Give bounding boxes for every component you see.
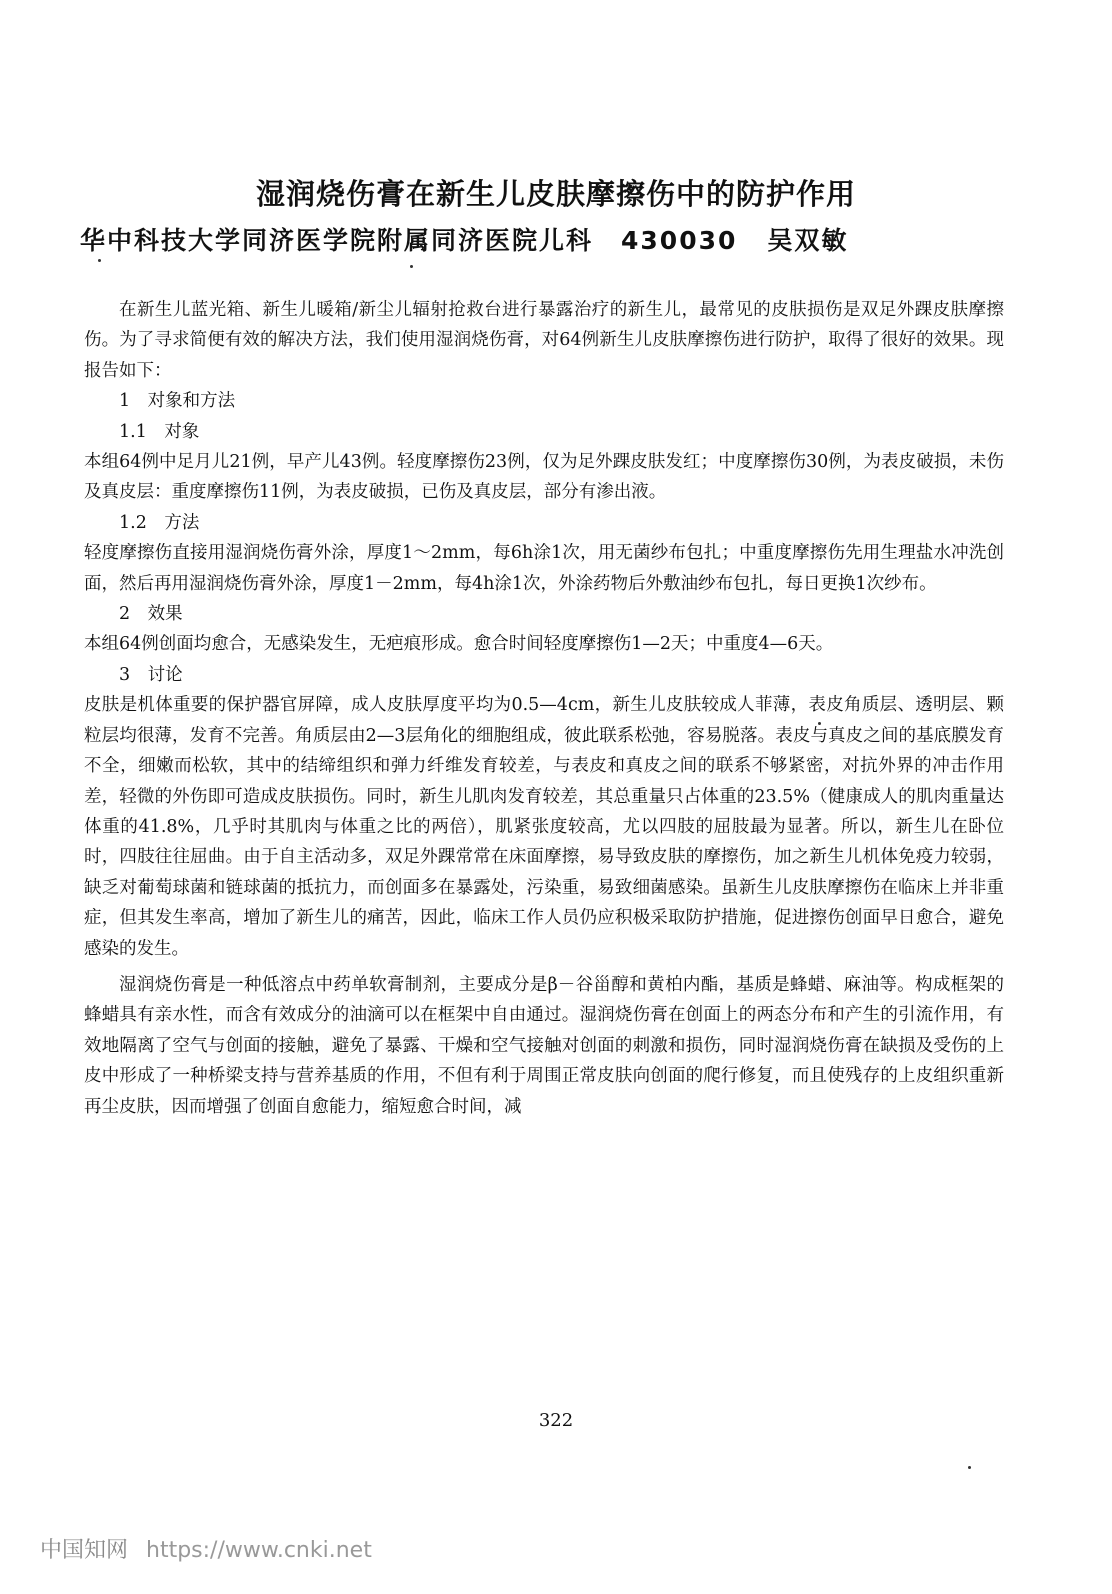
cnki-url: https://www.cnki.net: [146, 1538, 372, 1563]
article-body: [84, 295, 1004, 1122]
scan-speck: [818, 722, 821, 725]
section-heading-2: 2 效果: [119, 604, 183, 625]
affiliation-line: [80, 221, 848, 257]
paragraph-subjects: 本组64例中足月儿21例，早产儿43例。轻度摩擦伤23例，仅为足外踝皮肤发红；中度摩擦伤30例，为表皮破损，未伤及真皮层：重度摩擦伤11例，为表皮破损，已伤及真皮层，部分有渗出液。: [84, 452, 1004, 503]
section-heading-3: 3 讨论: [119, 664, 183, 685]
paper-title: 湿润烧伤膏在新生儿皮肤摩擦伤中的防护作用: [255, 177, 856, 211]
postcode: 430030: [621, 226, 738, 255]
institution: 华中科技大学同济医学院附属同济医院儿科: [80, 226, 594, 255]
section-heading-1: 1 对象和方法: [119, 391, 236, 412]
paragraph-discussion-1: 皮肤是机体重要的保护器官屏障，成人皮肤厚度平均为0.5—4cm，新生儿皮肤较成人菲薄，表皮角质层、透明层、颗粒层均很薄，发育不完善。角质层由2—3层角化的细胞组成，彼此联系松弛，容易脱落。表皮与真皮之间的基底膜发育不全，细嫩而松软，其中的结缔组织和弹力纤维发育较差，与表皮和真皮之间的联系不够紧密，对抗外界的冲击作用差，轻微的外伤即可造成皮肤损伤。同时，新生儿肌肉发育较差，其总重量只占体重的23.5%（健康成人的肌肉重量达体重的41.8%，几乎时其肌肉与体重之比的两倍），肌紧张度较高，尤以四肢的屈肢最为显著。所以，新生儿在卧位时，四肢往往屈曲。由于自主活动多，双足外踝常常在床面摩擦，易导致皮肤的摩擦伤，加之新生儿机体免疫力较弱，缺乏对葡萄球菌和链球菌的抵抗力，而创面多在暴露处，污染重，易致细菌感染。虽新生儿皮肤摩擦伤在临床上并非重症，但其发生率高，增加了新生儿的痛苦，因此，临床工作人员仍应积极采取防护措施，促进擦伤创面早日愈合，避免感染的发生。: [84, 695, 1004, 959]
paragraph-methods: 轻度摩擦伤直接用湿润烧伤膏外涂，厚度1～2mm，每6h涂1次，用无菌纱布包扎；中重度摩擦伤先用生理盐水冲洗创面，然后再用湿润烧伤膏外涂，厚度1－2mm，每4h涂1次，外涂药物后外敷油纱布包扎，每日更换1次纱布。: [84, 543, 1004, 594]
footer-watermark: [40, 1533, 372, 1564]
scan-speck: [410, 265, 413, 268]
scan-speck: [968, 1466, 971, 1469]
paragraph-results: 本组64例创面均愈合，无感染发生，无疤痕形成。愈合时间轻度摩擦伤1—2天；中重度4—6天。: [84, 634, 834, 655]
intro-paragraph: 在新生儿蓝光箱、新生儿暖箱/新尘儿辐射抢救台进行暴露治疗的新生儿，最常见的皮肤损伤是双足外踝皮肤摩擦伤。为了寻求简便有效的解决方法，我们使用湿润烧伤膏，对64例新生儿皮肤摩擦伤进行防护，取得了很好的效果。现报告如下：: [84, 300, 1004, 381]
cnki-logo-text: 中国知网: [40, 1538, 129, 1563]
paragraph-discussion-2: 湿润烧伤膏是一种低溶点中药单软膏制剂，主要成分是β－谷甾醇和黄柏内酯，基质是蜂蜡、麻油等。构成框架的蜂蜡具有亲水性，而含有效成分的油滴可以在框架中自由通过。湿润烧伤膏在创面上的两态分布和产生的引流作用，有效地隔离了空气与创面的接触，避免了暴露、干燥和空气接触对创面的刺激和损伤，同时湿润烧伤膏在缺损及受伤的上皮中形成了一种桥梁支持与营养基质的作用，不但有利于周围正常皮肤向创面的爬行修复，而且使残存的上皮组织重新再尘皮肤，因而增强了创面自愈能力，缩短愈合时间，减: [84, 974, 1004, 1117]
section-heading-1-1: 1.1 对象: [119, 421, 200, 442]
page-number: 322: [538, 1410, 574, 1431]
section-heading-1-2: 1.2 方法: [119, 512, 200, 533]
scan-speck: [98, 259, 101, 262]
author-name: 吴双敏: [767, 226, 849, 255]
